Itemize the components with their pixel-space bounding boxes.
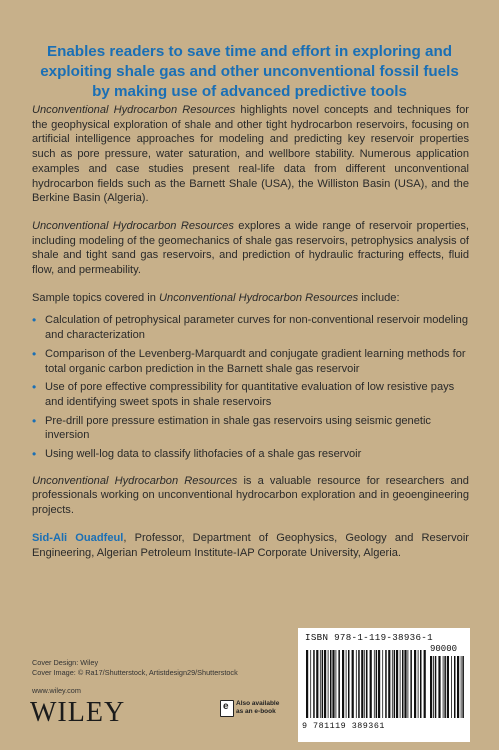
barcode-bar [352,650,354,718]
barcode-bar [424,650,426,718]
paragraph-text: highlights novel concepts and techniques for the geophysical exploration of shale and other tight hydrocarbon reservoirs, focusing on artificial intelligence approaches for modeling and predicting key reservoir properties such as pore pressure, water saturation, and wellbore stability. Numerous application examples and case studies present real-life data from different unconventional hydrocarbon fields such as the Barnett Shale (USA), the Williston Basin (USA), and the Berkine Basin (Algeria). [32,104,469,205]
paragraph-audience [32,474,469,518]
barcode-bar [396,650,398,718]
book-title: Unconventional Hydrocarbon Resources [159,291,359,304]
author-affiliation: , Professor, Department of Geophysics, Geology and Reservoir Engineering, Algerian Petroleum Institute-IAP Corporate University, Algeria. [32,531,469,559]
topics-list [32,313,469,461]
topic-item: • Use of pore effective compressibility for quantitative evaluation of low resistive pays and identifying sweet spots in shale reservoirs [32,380,469,409]
barcode-bar [330,650,332,718]
barcode-panel [298,628,470,742]
barcode-bar [328,650,329,718]
barcode-bar [435,656,437,718]
barcode-bar [322,650,324,718]
barcode-bar [313,650,315,718]
barcode-bar [306,650,308,718]
barcode-bar [316,650,318,718]
book-title: Unconventional Hydrocarbon Resources [32,474,238,487]
ebook-notice [236,700,279,716]
topic-item: • Using well-log data to classify lithofacies of a shale gas reservoir [32,447,469,462]
barcode-bar [324,650,326,718]
barcode-bar [433,656,434,718]
barcode-bar [374,650,375,718]
barcode-bar [348,650,350,718]
barcode-bar [430,656,432,718]
barcode-digits: 9 781119 389361 [302,721,385,731]
barcode-bar [443,656,444,718]
ebook-line: as an e-book [236,708,276,715]
paragraph-scope [32,219,469,278]
topic-item: • Calculation of petrophysical parameter curves for non-conventional reservoir modeling and characterization [32,313,469,342]
barcode-bar [454,656,456,718]
barcode-bar [364,650,365,718]
barcode-bar [378,650,380,718]
price-barcode [430,656,464,718]
book-title: Unconventional Hydrocarbon Resources [32,104,236,116]
topics-intro [32,291,469,306]
barcode [306,650,426,718]
barcode-bar [342,650,344,718]
cover-design-credit: Cover Design: Wiley [32,658,99,667]
description [32,103,469,573]
barcode-bar [366,650,368,718]
publisher-logo: WILEY [30,697,126,728]
paragraph-text: explores a wide range of reservoir properties, including modeling of the geomechanics of shale gas reservoirs, petrophysics analysis of shale and tight sand gas reservoirs, and prediction of hydraulic fracturing effects, fluid flow, and permeability. [32,219,469,277]
author-bio [32,531,469,560]
intro-text: Sample topics covered in [32,291,160,304]
ebook-line: Also available [236,700,280,707]
barcode-bar [457,656,459,718]
barcode-bar [338,650,340,718]
topic-item: • Comparison of the Levenberg-Marquardt and conjugate gradient learning methods for total organic carbon prediction in the Barnett shale gas reservoir [32,347,469,376]
paragraph-overview [32,103,469,206]
barcode-bar [388,650,390,718]
barcode-bar [346,650,347,718]
barcode-bar [320,650,321,718]
cover-credits [32,658,238,678]
barcode-bar [462,656,464,718]
barcode-bar [461,656,462,718]
barcode-bar [310,650,311,718]
barcode-bar [420,650,422,718]
barcode-bar [451,656,452,718]
isbn-label: ISBN 978-1-119-38936-1 [305,632,433,643]
book-title: Unconventional Hydrocarbon Resources [32,219,234,232]
barcode-bar [358,650,360,718]
topic-item: • Pre-drill pore pressure estimation in shale gas reservoirs using seismic genetic inversion [32,414,469,443]
barcode-bar [410,650,412,718]
barcode-bar [336,650,337,718]
barcode-bar [408,650,409,718]
barcode-bar [394,650,396,718]
barcode-bar [438,656,440,718]
barcode-bar [400,650,401,718]
barcode-bar [447,656,449,718]
headline: Enables readers to save time and effort in exploring and exploiting shale gas and other unconventional fossil fuels by making use of advanced predictive tools [40,43,459,100]
price-code: 90000 [430,644,458,654]
barcode-bar [414,650,416,718]
barcode-bar [361,650,363,718]
barcode-bar [418,650,419,718]
barcode-bar [376,650,378,718]
barcode-bar [402,650,404,718]
paragraph-text: is a valuable resource for researchers and professionals working on unconventional hydrocarbon exploration and in geoengineering projects. [32,474,469,517]
author-name: Sid-Ali Ouadfeul [32,531,124,544]
barcode-bar [444,656,446,718]
barcode-bar [370,650,372,718]
barcode-bar [332,650,334,718]
cover-image-credit: Cover Image: © Ra17/Shutterstock, Artistdesign29/Shutterstock [32,668,238,677]
barcode-bar [392,650,393,718]
barcode-bar [404,650,406,718]
barcode-bar [356,650,357,718]
website-link[interactable]: www.wiley.com [32,686,81,695]
barcode-bar [385,650,387,718]
ebook-icon [220,700,234,717]
intro-text: include: [358,291,400,304]
barcode-bar [382,650,383,718]
